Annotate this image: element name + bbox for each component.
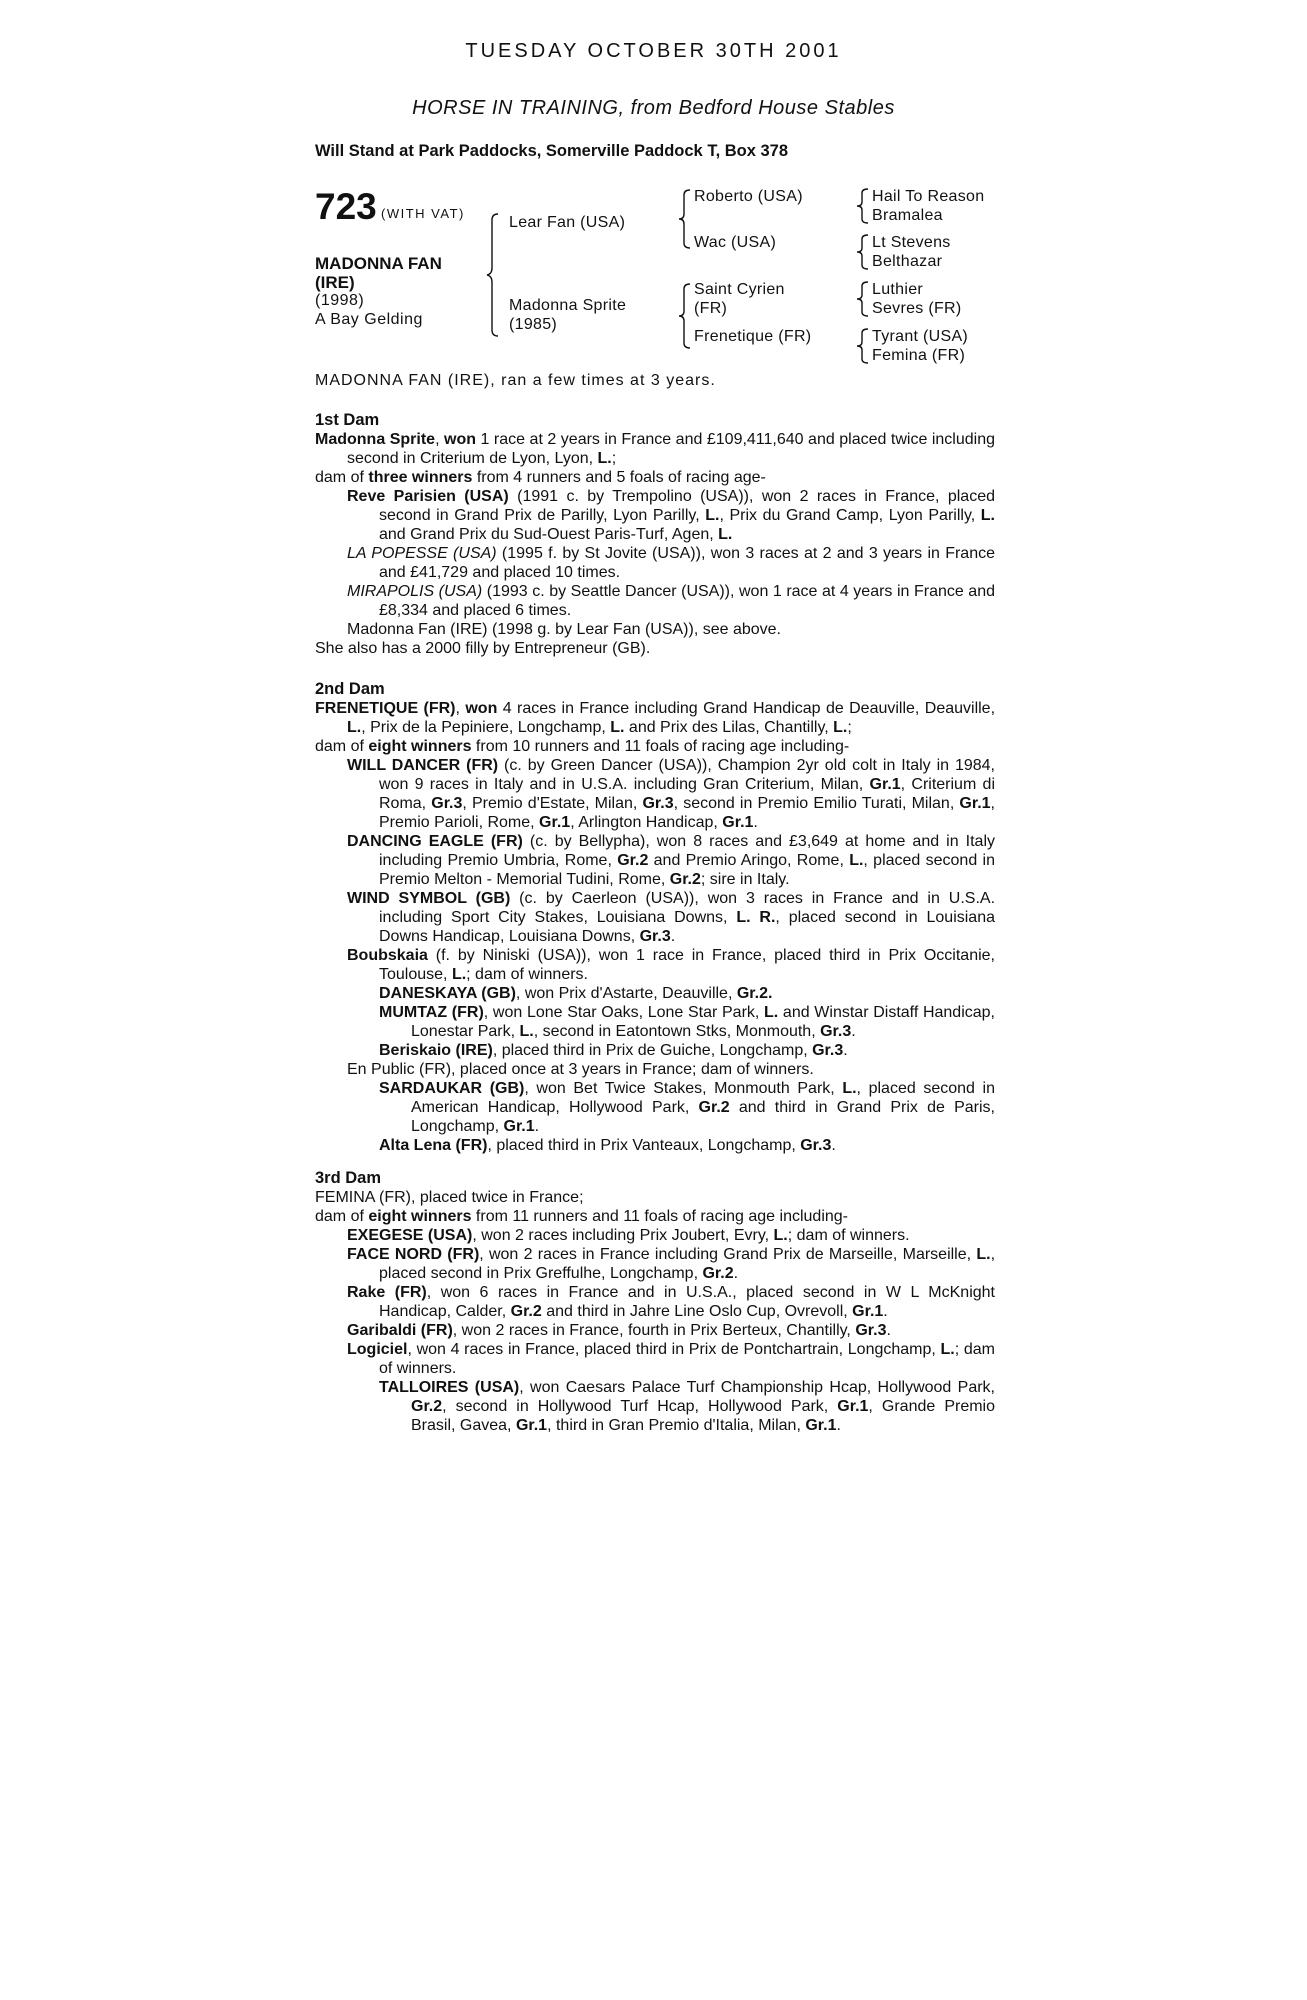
pedigree-brace-ss xyxy=(856,187,870,227)
produce-text: ; dam of winners. xyxy=(787,1227,910,1244)
produce-record xyxy=(347,946,995,984)
listed-marker: L. xyxy=(519,1023,534,1040)
group-marker: Gr.3 xyxy=(431,795,463,812)
horse-name xyxy=(315,254,475,292)
group-marker: Gr.2 xyxy=(617,852,649,869)
produce-text: and Grand Prix du Sud-Ouest Paris-Turf, Agen, xyxy=(379,526,719,543)
produce-name: WILL DANCER (FR) xyxy=(347,757,499,774)
produce-text: , Prix du Grand Camp, Lyon Parilly, xyxy=(719,507,981,524)
pedigree-dam-line2: (1985) xyxy=(509,316,558,333)
produce-record xyxy=(379,1003,995,1041)
produce-text: , won Bet Twice Stakes, Monmouth Park, xyxy=(524,1080,843,1097)
won-label: won xyxy=(465,700,498,717)
produce-text: , third in Gran Premio d'Italia, Milan, xyxy=(547,1417,806,1434)
horse-in-training-subtitle: HORSE IN TRAINING, from Bedford House Stables xyxy=(412,97,895,119)
pedigree-dam-dam: Frenetique (FR) xyxy=(694,328,812,345)
produce-name: TALLOIRES (USA) xyxy=(379,1379,520,1396)
produce-text: , won 6 races in France and in U.S.A., placed second in W L McKnight Handicap, Calder, xyxy=(379,1284,995,1320)
dam-record-text: and Prix des Lilas, Chantilly, xyxy=(624,719,834,736)
produce-text: , placed third in Prix Vanteaux, Longchamp, xyxy=(487,1137,801,1154)
pedigree-ds-sire: Luthier xyxy=(872,281,924,298)
won-label: won xyxy=(444,431,477,448)
dam-of-text: from 10 runners and 11 foals of racing age including- xyxy=(471,738,850,755)
dam-name: FRENETIQUE (FR) xyxy=(315,700,456,717)
produce-record xyxy=(379,1378,995,1435)
listed-marker: L. xyxy=(849,852,864,869)
pedigree-brace-dd xyxy=(856,327,870,367)
group-marker: Gr.1 xyxy=(539,814,571,831)
third-dam-section xyxy=(315,1169,995,1435)
produce-text: , won 2 races in France including Grand Prix de Marseille, Marseille, xyxy=(479,1246,977,1263)
produce-text: , Arlington Handicap, xyxy=(570,814,723,831)
section-title: 2nd Dam xyxy=(315,680,385,698)
produce-record xyxy=(347,1226,995,1245)
produce-record xyxy=(379,1041,995,1060)
listed-marker: L. xyxy=(842,1080,857,1097)
produce-text: and third in Grand Prix de Paris, Longchamp, xyxy=(411,1099,996,1135)
dam-record-text: 4 races in France including Grand Handicap de Deauville, Deauville, xyxy=(497,700,996,717)
punct: . xyxy=(886,1322,891,1339)
group-marker: Gr.2. xyxy=(736,985,773,1002)
produce-name: EXEGESE (USA) xyxy=(347,1227,473,1244)
pedigree-sd-dam: Belthazar xyxy=(872,253,943,270)
punct: . xyxy=(883,1303,888,1320)
produce-name: Beriskaio (IRE) xyxy=(379,1042,493,1059)
pedigree-dam-sire xyxy=(694,280,785,318)
pedigree-dam xyxy=(509,296,626,334)
produce-name: MUMTAZ (FR) xyxy=(379,1004,484,1021)
pedigree-dd-sire: Tyrant (USA) xyxy=(872,328,969,345)
punct: . xyxy=(753,814,758,831)
punct: ; xyxy=(611,450,617,467)
dam-record-text: 1 race at 2 years in France and £109,411,640 and placed twice including second in Criterium de Lyon, Lyon, xyxy=(347,431,996,467)
group-marker: Gr.2 xyxy=(698,1099,730,1116)
produce-text: , placed third in Prix de Guiche, Longchamp, xyxy=(492,1042,813,1059)
dam-of-text: from 4 runners and 5 foals of racing age- xyxy=(472,469,766,486)
winners-count: three winners xyxy=(368,469,473,486)
produce-text: , second in Premio Emilio Turati, Milan, xyxy=(673,795,960,812)
listed-marker: L. xyxy=(976,1246,991,1263)
dam-of-line xyxy=(315,737,995,756)
produce-record: Madonna Fan (IRE) (1998 g. by Lear Fan (USA)), see above. xyxy=(347,621,781,638)
produce-record xyxy=(347,889,995,946)
punct: . xyxy=(733,1265,739,1282)
produce-text: (1991 c. by Trempolino (USA)), won 2 races in France, placed second in Grand Prix de Parilly, Lyon Parilly, xyxy=(379,488,995,524)
produce-text: ; dam of winners. xyxy=(379,1341,995,1377)
produce-record xyxy=(379,1136,995,1155)
group-marker: Gr.3 xyxy=(639,928,671,945)
produce-name: SARDAUKAR (GB) xyxy=(379,1080,525,1097)
produce-name: DANESKAYA (GB) xyxy=(379,985,516,1002)
produce-text: , Grande Premio Brasil, Gavea, xyxy=(411,1398,995,1434)
punct: . xyxy=(843,1042,848,1059)
pedigree-ss-dam: Bramalea xyxy=(872,207,943,224)
produce-record xyxy=(347,756,995,832)
group-marker: Gr.1 xyxy=(837,1398,869,1415)
produce-record xyxy=(379,1079,995,1136)
group-marker: Gr.1 xyxy=(852,1303,884,1320)
dam-record: FEMINA (FR), placed twice in France; xyxy=(315,1189,584,1206)
listed-marker: L. xyxy=(705,507,720,524)
listed-marker: L. xyxy=(610,719,625,736)
produce-name: WIND SYMBOL (GB) xyxy=(347,890,511,907)
punct: ; xyxy=(847,719,852,736)
produce-text: , won Prix d'Astarte, Deauville, xyxy=(515,985,737,1002)
produce-record: En Public (FR), placed once at 3 years in France; dam of winners. xyxy=(347,1061,814,1078)
dam-of-text: dam of xyxy=(315,469,369,486)
produce-name: Alta Lena (FR) xyxy=(379,1137,488,1154)
pedigree-brace-main xyxy=(486,212,500,338)
produce-text: , placed second in Prix Greffulhe, Longchamp, xyxy=(379,1246,996,1282)
produce-name: Rake (FR) xyxy=(347,1284,427,1301)
group-marker: Gr.3 xyxy=(642,795,674,812)
produce-text: , placed second in Louisiana Downs Handicap, Louisiana Downs, xyxy=(379,909,996,945)
produce-name: FACE NORD (FR) xyxy=(347,1246,480,1263)
listed-marker: L. xyxy=(773,1227,788,1244)
produce-record xyxy=(347,487,995,544)
group-marker: Gr.1 xyxy=(503,1118,535,1135)
produce-name: Garibaldi (FR) xyxy=(347,1322,453,1339)
produce-record xyxy=(347,544,995,582)
produce-text: and third in Jahre Line Oslo Cup, Ovrevoll, xyxy=(541,1303,853,1320)
listed-marker: L. xyxy=(597,450,612,467)
pedigree-ds-dam: Sevres (FR) xyxy=(872,300,962,317)
produce-text: , Premio d'Estate, Milan, xyxy=(462,795,643,812)
group-marker: Gr.3 xyxy=(855,1322,887,1339)
group-marker: Gr.2 xyxy=(702,1265,734,1282)
lot-number: 723 xyxy=(315,186,377,227)
produce-text: (1995 f. by St Jovite (USA)), won 3 races at 2 and 3 years in France and £41,729 and placed 10 times. xyxy=(379,545,995,581)
stabling-location: Will Stand at Park Paddocks, Somerville Paddock T, Box 378 xyxy=(315,142,789,160)
produce-name: Boubskaia xyxy=(347,947,428,964)
produce-text: , placed second in Premio Melton - Memorial Tudini, Rome, xyxy=(379,852,995,888)
produce-record xyxy=(379,984,995,1003)
dam-of-line xyxy=(315,1207,995,1226)
horse-name-line2: (IRE) xyxy=(315,273,355,292)
pedigree-dam-line1: Madonna Sprite xyxy=(509,297,627,314)
horse-description: A Bay Gelding xyxy=(315,311,423,328)
produce-text: , won 2 races including Prix Joubert, Evry, xyxy=(472,1227,774,1244)
pedigree-sd-sire: Lt Stevens xyxy=(872,234,951,251)
listed-marker: L. xyxy=(718,526,733,543)
group-marker: Gr.1 xyxy=(869,776,901,793)
produce-text: , Premio Parioli, Rome, xyxy=(379,795,995,831)
section-title: 3rd Dam xyxy=(315,1169,382,1187)
pedigree-dam-sire-line1: Saint Cyrien xyxy=(694,281,785,298)
produce-name: Reve Parisien (USA) xyxy=(347,488,509,505)
listed-marker: L. xyxy=(347,719,362,736)
produce-record xyxy=(347,582,995,620)
group-marker: Gr.2 xyxy=(669,871,701,888)
pedigree-brace-ds xyxy=(856,280,870,320)
punct: . xyxy=(851,1023,856,1040)
pedigree-ss-sire: Hail To Reason xyxy=(872,188,985,205)
group-marker: Gr.2 xyxy=(510,1303,542,1320)
section-title: 1st Dam xyxy=(315,411,380,429)
winners-count: eight winners xyxy=(368,1208,472,1225)
punct: . xyxy=(831,1137,836,1154)
produce-text: , second in Hollywood Turf Hcap, Hollywood Park, xyxy=(442,1398,838,1415)
dam-record: FRENETIQUE (FR), won 4 races in France including Grand Handicap de Deauville, Deauville, L., Prix de la Pepiniere, Longchamp, L. and Prix des Lilas, Chantilly, L.; xyxy=(315,700,996,736)
pedigree-brace-sd xyxy=(856,233,870,273)
winners-count: eight winners xyxy=(368,738,472,755)
pedigree-sire: Lear Fan (USA) xyxy=(509,214,626,231)
group-marker: Gr.1 xyxy=(805,1417,837,1434)
dam-of-text: dam of xyxy=(315,738,369,755)
produce-record xyxy=(347,1321,995,1340)
group-marker: Gr.3 xyxy=(800,1137,832,1154)
listed-marker: L. xyxy=(940,1341,955,1358)
group-marker: Gr.3 xyxy=(820,1023,852,1040)
produce-text: (1993 c. by Seattle Dancer (USA)), won 1 race at 4 years in France and £8,334 and placed 6 times. xyxy=(379,583,995,619)
vat-note: (WITH VAT) xyxy=(381,206,465,221)
produce-record xyxy=(347,832,995,889)
pedigree-dam-sire-line2: (FR) xyxy=(694,300,728,317)
horse-name-line1: MADONNA FAN xyxy=(315,254,442,273)
listed-marker: L. xyxy=(764,1004,779,1021)
produce-text: , won 2 races in France, fourth in Prix Berteux, Chantilly, xyxy=(452,1322,856,1339)
produce-name: DANCING EAGLE (FR) xyxy=(347,833,523,850)
listed-marker: L. xyxy=(980,507,995,524)
dam-of-text: dam of xyxy=(315,1208,369,1225)
produce-record xyxy=(347,1245,995,1283)
pedigree-sire-sire: Roberto (USA) xyxy=(694,188,803,205)
group-marker: Gr.1 xyxy=(959,795,991,812)
second-dam-section xyxy=(315,680,995,1155)
filly-note: She also has a 2000 filly by Entrepreneur (GB). xyxy=(315,640,651,657)
produce-text: (c. by Bellypha), won 8 races and £3,649 at home and in Italy including Premio Umbria, Rome, xyxy=(379,833,995,869)
horse-foaling-year: (1998) xyxy=(315,292,365,309)
pedigree-brace-dam xyxy=(678,282,692,350)
first-dam-section xyxy=(315,411,995,658)
listed-marker: L. xyxy=(833,719,848,736)
pedigree-sire-dam: Wac (USA) xyxy=(694,234,777,251)
dam-record-text: , Prix de la Pepiniere, Longchamp, xyxy=(361,719,611,736)
produce-name: Logiciel xyxy=(347,1341,408,1358)
listed-marker: L. R. xyxy=(736,909,776,926)
produce-record xyxy=(347,1340,995,1378)
punct: . xyxy=(534,1118,540,1135)
produce-text: (f. by Niniski (USA)), won 1 race in France, placed third in Prix Occitanie, Toulouse, xyxy=(379,947,995,983)
punct: . xyxy=(836,1417,841,1434)
produce-text: , Criterium di Roma, xyxy=(379,776,995,812)
produce-name: MIRAPOLIS (USA) xyxy=(347,583,483,600)
dam-of-line xyxy=(315,468,995,487)
listed-marker: L. xyxy=(451,966,467,983)
group-marker: Gr.1 xyxy=(515,1417,548,1434)
dam-of-text: from 11 runners and 11 foals of racing age including- xyxy=(471,1208,848,1225)
sale-date: TUESDAY OCTOBER 30TH 2001 xyxy=(465,40,842,62)
produce-text: (c. by Caerleon (USA)), won 3 races in France and in U.S.A. including Sport City Stakes, Louisiana Downs, xyxy=(379,890,996,926)
produce-text: and Winstar Distaff Handicap, Lonestar Park, xyxy=(411,1004,995,1040)
racing-summary: MADONNA FAN (IRE), ran a few times at 3 years. xyxy=(315,372,716,389)
group-marker: Gr.3 xyxy=(812,1042,844,1059)
punct: . xyxy=(670,928,676,945)
produce-text: ; dam of winners. xyxy=(466,966,588,983)
produce-text: ; sire in Italy. xyxy=(700,871,790,888)
produce-text: (c. by Green Dancer (USA)), Champion 2yr old colt in Italy in 1984, won 9 races in Italy and in U.S.A. including Gran Criterium, Milan, xyxy=(379,757,996,793)
dam-name: Madonna Sprite xyxy=(315,431,436,448)
produce-text: , placed second in American Handicap, Hollywood Park, xyxy=(411,1080,995,1116)
pedigree-dd-dam: Femina (FR) xyxy=(872,347,966,364)
dam-record: Madonna Sprite, won 1 race at 2 years in France and £109,411,640 and placed twice including second in Criterium de Lyon, Lyon, L.; xyxy=(315,431,996,467)
produce-text: , won 4 races in France, placed third in Prix de Pontchartrain, Longchamp, xyxy=(407,1341,941,1358)
produce-text: , second in Eatontown Stks, Monmouth, xyxy=(533,1023,821,1040)
produce-text: , won Lone Star Oaks, Lone Star Park, xyxy=(483,1004,765,1021)
produce-record xyxy=(347,1283,995,1321)
produce-text: , won Caesars Palace Turf Championship Hcap, Hollywood Park, xyxy=(519,1379,996,1396)
produce-text: and Premio Aringo, Rome, xyxy=(648,852,850,869)
produce-name: LA POPESSE (USA) xyxy=(347,545,497,562)
group-marker: Gr.2 xyxy=(411,1398,443,1415)
pedigree-brace-sire xyxy=(678,188,692,250)
group-marker: Gr.1 xyxy=(722,814,754,831)
